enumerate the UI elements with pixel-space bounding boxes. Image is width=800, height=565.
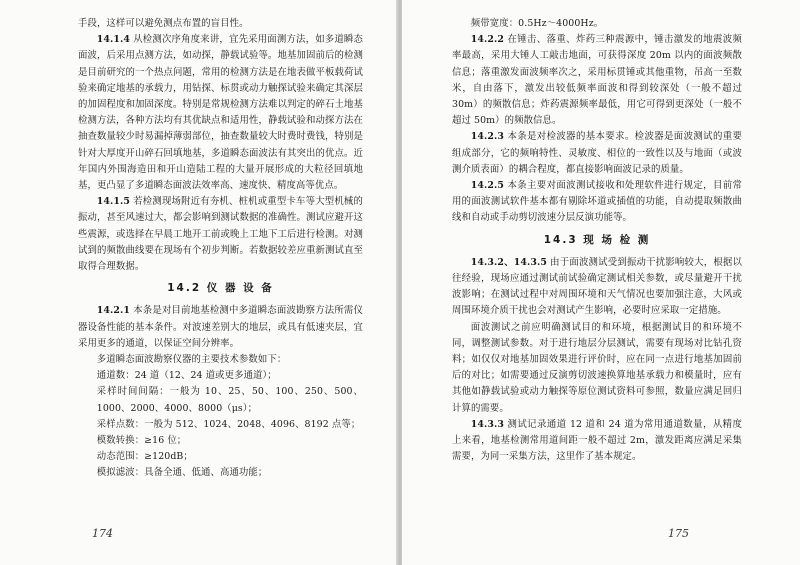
clause-text: 本条是对检波器的基本要求。检波器是面波测试的重要组成部分，它的频响特性、灵敏度、相位的一致性以及与地面（或波测介质表面）的耦合程度，都直接影响面波记录的质量。 [452,131,742,175]
clause-text: 本条主要对面波测试接收和处理软件进行规定，目前常用的面波测试软件基本都有剔除坏道或插值的功能，自动提取频散曲线和自动或手动剪切波速分层反演功能等。 [452,180,742,224]
clause-number: 14.3.3 [470,418,505,430]
clause-number: 14.3.2、14.3.5 [470,256,547,268]
list-item: 采样时间间隔：一般为 10、25、50、100、250、500、1000、2000、4000、8000（μs）； [96,386,363,414]
left-page-text [78,16,363,482]
page-number: 175 [668,527,689,540]
paragraph: 手段，这样可以避免测点布置的盲目性。 [78,18,249,29]
list-item: 模数转换：≥16 位； [96,435,187,447]
clause-14-1-4 [78,32,363,194]
clause-number: 14.2.5 [470,180,505,192]
clause-text: 测试记录通道 12 道和 24 道为常用通道数量，从精度上来看，地基检测常用道间距一般不超过 2m，激发距离应满足采集需要，为同一采集方法，这里作了基本规定。 [452,418,742,463]
list-item: 模拟滤波：具备全通、低通、高通功能； [96,467,268,479]
clause-text: 若检测现场附近有夯机、桩机或重型卡车等大型机械的振动，甚至风速过大，都会影响到测试数据的准确性。测试应避开这些震源，或选择在早晨工地开工前或晚上工地下工后进行检测。对测试到的频散曲线要在现场有个初步判断。若数据较差应重新测试直至取得合理数据。 [78,196,363,273]
clause-14-3-2 [452,255,742,320]
list-item: 通道数：24 道（12、24 道或更多通道）； [96,370,277,382]
clause-text: 在锤击、落重、炸药三种震源中，锤击激发的地震波频率最高，采用大锤人工敲击地面，可获得深度 20m 以内的面波频散信息；落重激发面波频率次之，采用标贯锤或其他重物，吊高一至数米，自由落下，激发出较低频率面波和得到较深处（一般不超过 30m）的频散信息；炸药震源频率最低，用它可得到更深处（一般不超过 50m）的频散信息。 [452,34,742,127]
list-item: 动态范围：≥120dB； [96,451,193,463]
page-number: 174 [92,527,113,540]
list-item: 采样点数：一般为 512、1024、2048、4096、8192 点等； [96,418,361,430]
clause-number: 14.1.4 [96,34,131,46]
clause-number: 14.1.5 [96,196,131,208]
clause-14-3-3 [452,417,742,466]
clause-14-2-2 [452,32,742,129]
section-heading-14-3: 14.3 现 场 检 测 [543,233,651,246]
section-heading-14-2: 14.2 仪 器 设 备 [167,282,274,295]
clause-number: 14.2.1 [96,305,131,317]
paragraph: 面波测试之前应明确测试目的和环境，根据测试目的和环境不同，调整测试参数。对于进行地层分层测试，需要有现场对比钻孔资料；如仅仅对地基加固效果进行评价时，应在同一点进行地基加固前后的对比；如需要通过反演剪切波速换算地基承载力和模量时，应有其他如静载试验或动力触探等原位测试资料可参照，数量应满足回归计算的需要。 [452,321,742,414]
clause-14-2-5 [452,178,742,227]
paragraph: 多道瞬态面波勘察仪器的主要技术参数如下： [96,354,287,366]
clause-text: 本条是对目前地基检测中多道瞬态面波勘察方法所需仪器设备性能的基本条件。对波速差别大的地层，或具有低速夹层，宜采用更多的通道，以保证空间分辨率。 [78,305,363,349]
clause-14-2-3 [452,129,742,178]
right-page-text [452,16,742,465]
clause-number: 14.2.3 [470,131,505,143]
clause-14-2-1 [78,303,363,352]
clause-14-1-5 [78,194,363,275]
left-page [0,0,398,565]
list-item: 频带宽度：0.5Hz～4000Hz。 [470,18,604,29]
clause-text: 从检测次序角度来讲，宜先采用面测方法，如多道瞬态面波，后采用点测方法，如动探，静载试验等。地基加固前后的检测是目前研究的一个热点问题，常用的检测方法是在地表做平板载荷试验来确定地基的承载力，用钻探、标贯或动力触探试验来确定其深层的加固程度和加固深度。特别是常规检测方法难以判定的碎石土地基检测方法，各种方法均有其优缺点和适用性，静载试验和动探方法在抽查数量较少时易漏掉薄弱部位，抽查数量较大时费时费钱，特别是针对大厚度开山碎石回填地基，多道瞬态面波法有其突出的优点。近年国内外围海造田和开山造陆工程的大量开展形成的大粒径回填地基，更凸显了多道瞬态面波法效率高、速度快、精度高等优点。 [78,34,363,192]
clause-text: 由于面波测试受到振动干扰影响较大，根据以往经验，现场应通过测试前试验确定测试相关参数，或尽量避开干扰波影响；在测试过程中对周围环境和天气情况也要加强注意，大风或周围环境介质干扰也会对测试产生影响，必要时应采取一定措施。 [452,256,742,317]
clause-number: 14.2.2 [470,34,505,46]
right-page [402,0,800,565]
